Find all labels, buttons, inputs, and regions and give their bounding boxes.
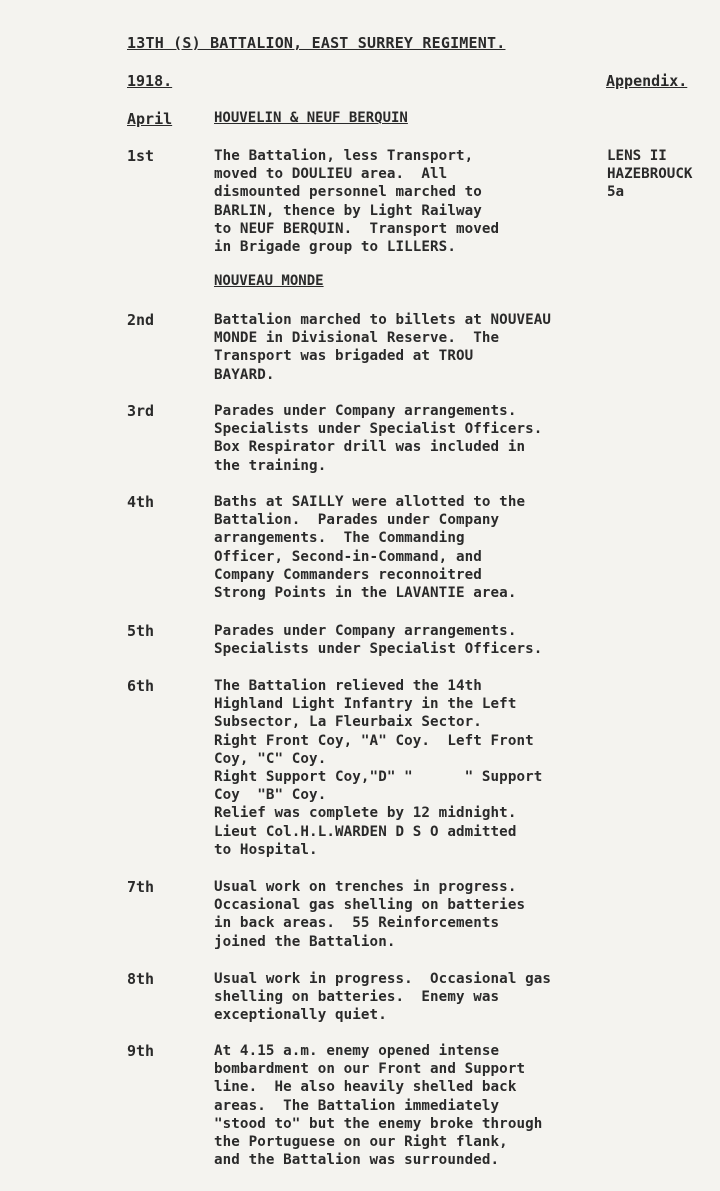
entry-text: Battalion marched to billets at NOUVEAU MONDE in Divisional Reserve. The Transport was brigaded at TROU BAYARD.: [214, 312, 552, 383]
entry-text: The Battalion relieved the 14th Highland Light Infantry in the Left Subsector, La Fleurbaix Sector. Right Front Coy, "A" Coy. Left Front Coy, "C" Coy. Right Support Coy,"D" " " Support Coy "B" Coy. Relief was complete by 12 midnight. Lieut Col.H.L.WARDEN D S O admitted to Hospital.: [214, 678, 543, 858]
entry-day: 9th: [127, 1042, 155, 1060]
entry-day: 8th: [127, 970, 155, 988]
entry-text: Parades under Company arrangements. Specialists under Specialist Officers.: [214, 623, 543, 658]
entry-day: 3rd: [127, 402, 155, 420]
entry-day: 7th: [127, 878, 155, 896]
entry-day: 6th: [127, 677, 155, 695]
document-title: 13TH (S) BATTALION, EAST SURREY REGIMENT.: [127, 34, 506, 52]
entry-day: 4th: [127, 493, 155, 511]
section-heading-nouveau-monde: NOUVEAU MONDE: [214, 273, 324, 289]
map-references: LENS II HAZEBROUCK 5a: [607, 148, 693, 201]
entry-text: The Battalion, less Transport, moved to DOULIEU area. All dismounted personnel marched to BARLIN, thence by Light Railway to NEUF BERQUIN. Transport moved in Brigade group to LILLERS.: [214, 148, 500, 256]
entry-text: Parades under Company arrangements. Specialists under Specialist Officers. Box Respirator drill was included in the training.: [214, 403, 543, 474]
month-label: April: [127, 110, 173, 128]
year-label: 1918.: [127, 72, 173, 90]
entry-day: 2nd: [127, 311, 155, 329]
entry-text: Baths at SAILLY were allotted to the Battalion. Parades under Company arrangements. The Commanding Officer, Second-in-Command, and Company Commanders reconnoitred Strong Points in the LAVANTIE area.: [214, 494, 526, 602]
entry-text: At 4.15 a.m. enemy opened intense bombardment on our Front and Support line. He also heavily shelled back areas. The Battalion immediately "stood to" but the enemy broke through the Portuguese on our Right flank, and the Battalion was surrounded.: [214, 1043, 543, 1169]
section-heading-houvelin: HOUVELIN & NEUF BERQUIN: [214, 110, 408, 126]
entry-text: Usual work in progress. Occasional gas shelling on batteries. Enemy was exceptionally quiet.: [214, 971, 552, 1024]
entry-day: 1st: [127, 147, 155, 165]
entry-day: 5th: [127, 622, 155, 640]
appendix-label: Appendix.: [606, 72, 688, 90]
entry-text: Usual work on trenches in progress. Occasional gas shelling on batteries in back areas. 55 Reinforcements joined the Battalion.: [214, 879, 526, 950]
